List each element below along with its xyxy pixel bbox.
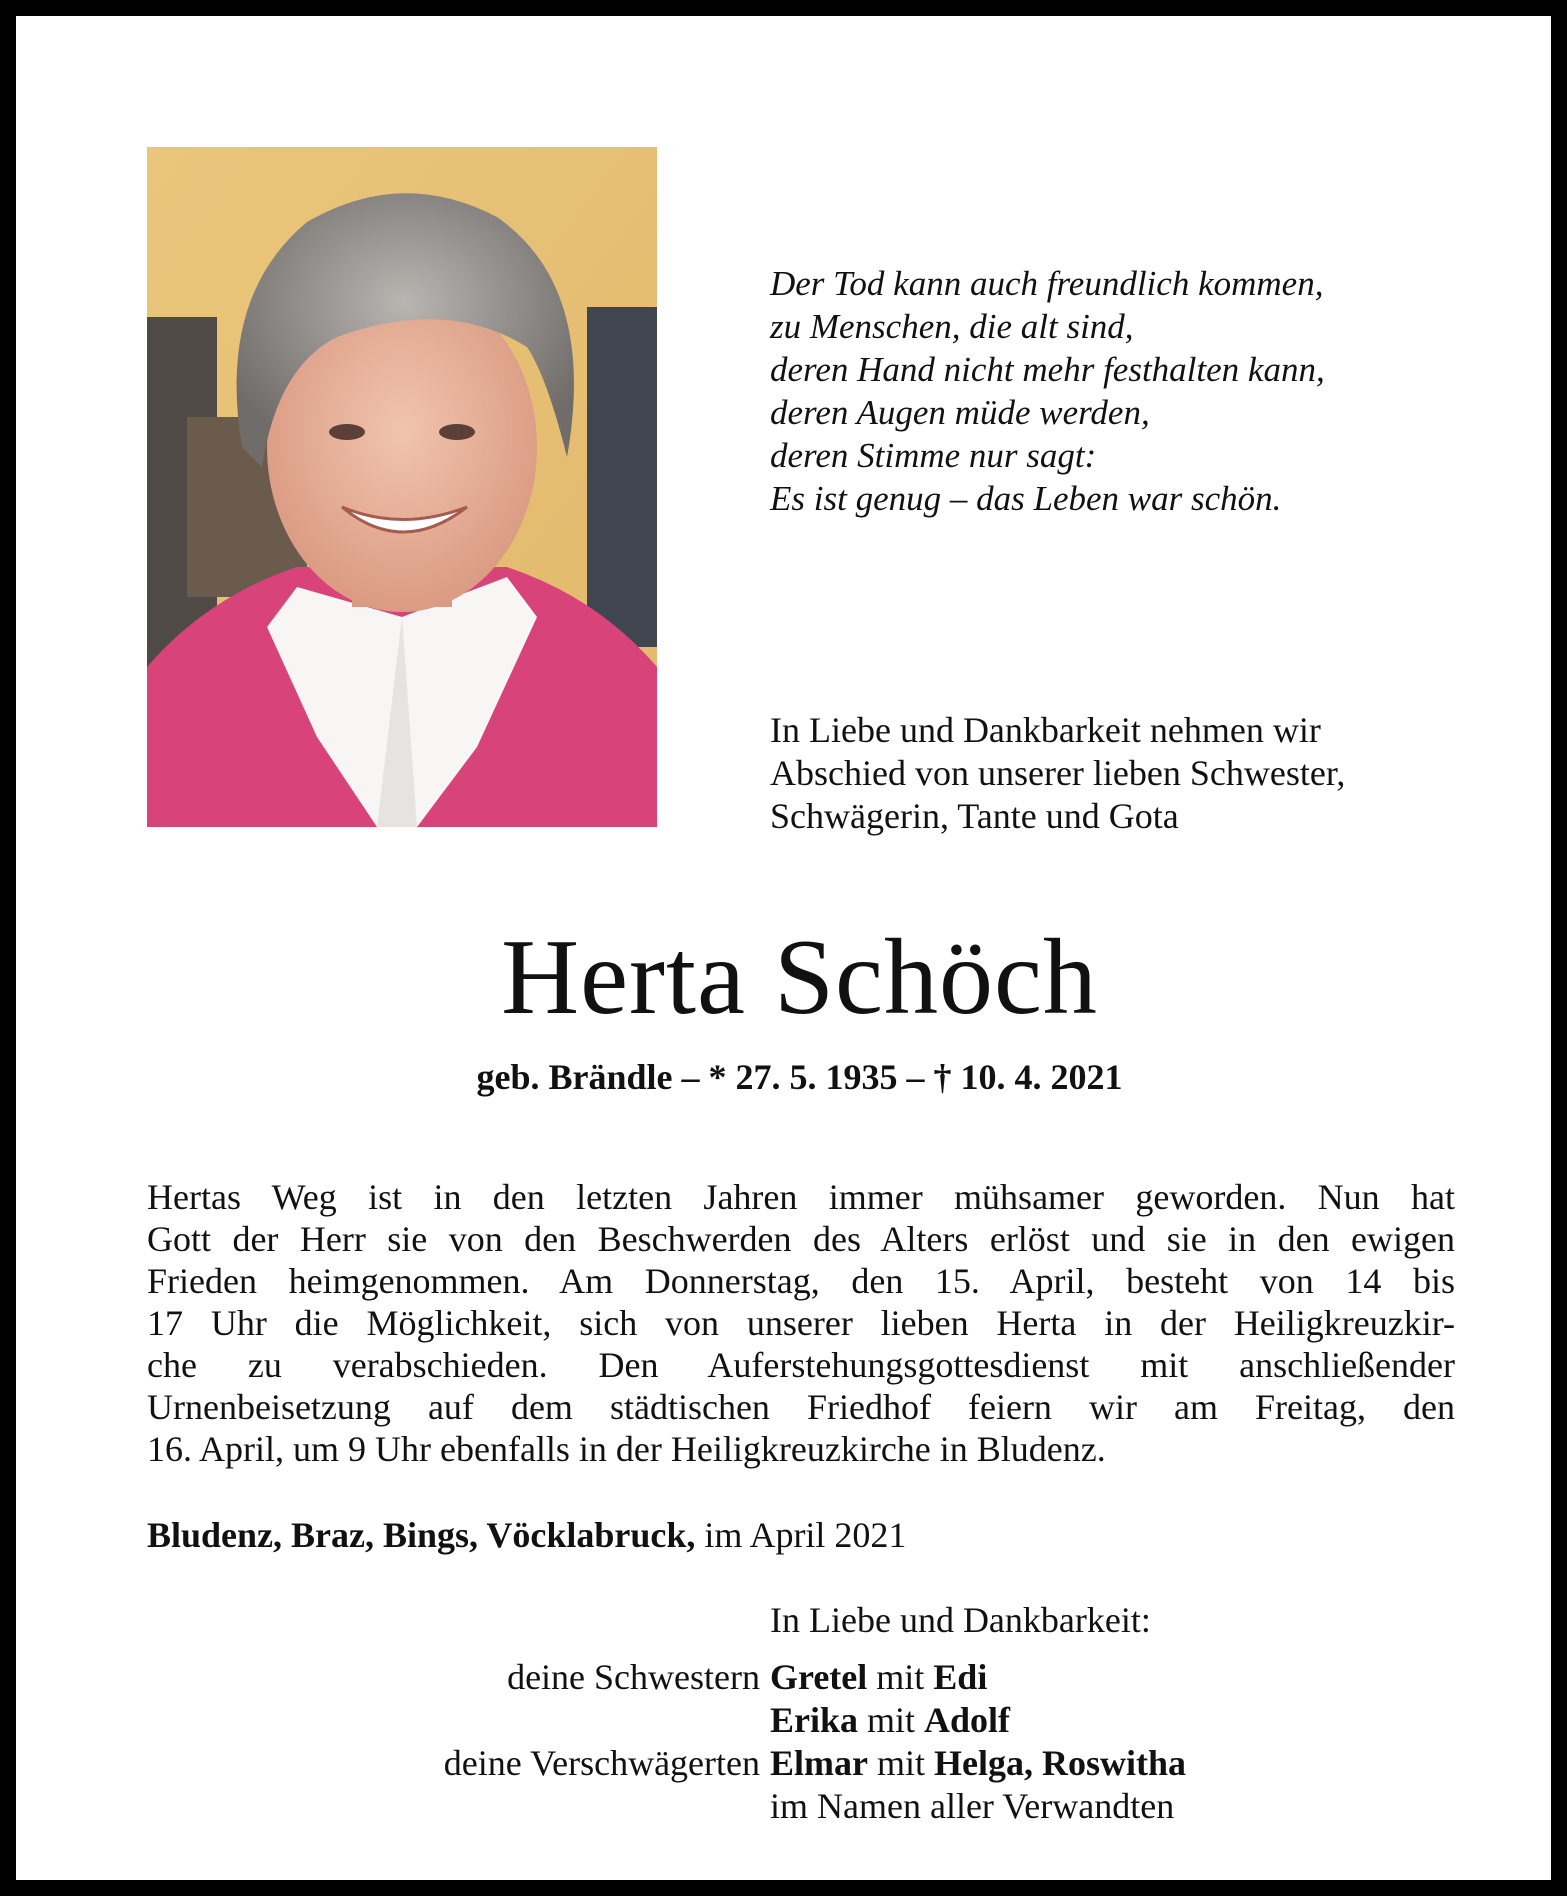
signatory-name: Gretel bbox=[770, 1657, 868, 1697]
body-line: Urnenbeisetzung auf dem städtischen Friedhof feiern wir am Freitag, den bbox=[147, 1387, 1455, 1427]
poem-line: deren Hand nicht mehr festhalten kann, bbox=[770, 350, 1325, 389]
poem-line: deren Augen müde werden, bbox=[770, 393, 1150, 432]
connector: mit bbox=[876, 1743, 925, 1783]
poem bbox=[770, 262, 1470, 520]
announcement-text bbox=[147, 1176, 1455, 1470]
signatory-partner: Edi bbox=[933, 1657, 988, 1697]
portrait-photo bbox=[147, 147, 657, 827]
signature-row bbox=[316, 1656, 1466, 1699]
poem-line: zu Menschen, die alt sind, bbox=[770, 307, 1134, 346]
intro-line: Abschied von unserer lieben Schwester, bbox=[770, 753, 1346, 793]
signatory bbox=[770, 1656, 987, 1699]
body-line: Gott der Herr sie von den Beschwerden des Alters erlöst und sie in den ewigen bbox=[147, 1219, 1455, 1259]
intro-text bbox=[770, 709, 1470, 838]
signatory bbox=[770, 1742, 1186, 1785]
intro-line: In Liebe und Dankbarkeit nehmen wir bbox=[770, 710, 1321, 750]
signatory-partner: Helga, Roswitha bbox=[934, 1743, 1186, 1783]
poem-line: deren Stimme nur sagt: bbox=[770, 436, 1097, 475]
connector: mit bbox=[867, 1700, 916, 1740]
relation-label bbox=[316, 1699, 770, 1742]
towns: Bludenz, Braz, Bings, Vöcklabruck, bbox=[147, 1515, 696, 1555]
body-line: Frieden heimgenommen. Am Donnerstag, den 15. April, besteht von 14 bis bbox=[147, 1261, 1455, 1301]
month-year: im April 2021 bbox=[704, 1515, 907, 1555]
relation-label bbox=[316, 1785, 770, 1828]
intro-line: Schwägerin, Tante und Gota bbox=[770, 796, 1179, 836]
birth-death-dates: geb. Brändle – * 27. 5. 1935 – † 10. 4. 2021 bbox=[476, 1057, 1123, 1097]
closing-line: im Namen aller Verwandten bbox=[770, 1786, 1175, 1826]
deceased-name: Herta Schöch bbox=[501, 918, 1098, 1037]
place-and-date bbox=[147, 1514, 1455, 1556]
body-line: 17 Uhr die Möglichkeit, sich von unserer lieben Herta in der Heiligkreuzkir- bbox=[147, 1303, 1455, 1343]
signature-heading: In Liebe und Dankbarkeit: bbox=[770, 1600, 1151, 1640]
signatory-partner: Adolf bbox=[924, 1700, 1011, 1740]
signatures bbox=[316, 1656, 1466, 1828]
signatory bbox=[770, 1699, 1010, 1742]
body-line: Hertas Weg ist in den letzten Jahren immer mühsamer geworden. Nun hat bbox=[147, 1177, 1455, 1217]
signature-row bbox=[316, 1785, 1466, 1828]
signature-row bbox=[316, 1699, 1466, 1742]
relation-label: deine Verschwägerten bbox=[443, 1743, 760, 1783]
poem-line: Es ist genug – das Leben war schön. bbox=[770, 479, 1282, 518]
signatory-name: Erika bbox=[770, 1700, 859, 1740]
body-line: 16. April, um 9 Uhr ebenfalls in der Heiligkreuzkirche in Bludenz. bbox=[147, 1429, 1106, 1469]
signatory-name: Elmar bbox=[770, 1743, 868, 1783]
poem-line: Der Tod kann auch freundlich kommen, bbox=[770, 264, 1324, 303]
body-line: che zu verabschieden. Den Auferstehungsgottesdienst mit anschließender bbox=[147, 1345, 1455, 1385]
relation-label: deine Schwestern bbox=[507, 1657, 760, 1697]
signature-row bbox=[316, 1742, 1466, 1785]
connector: mit bbox=[876, 1657, 925, 1697]
